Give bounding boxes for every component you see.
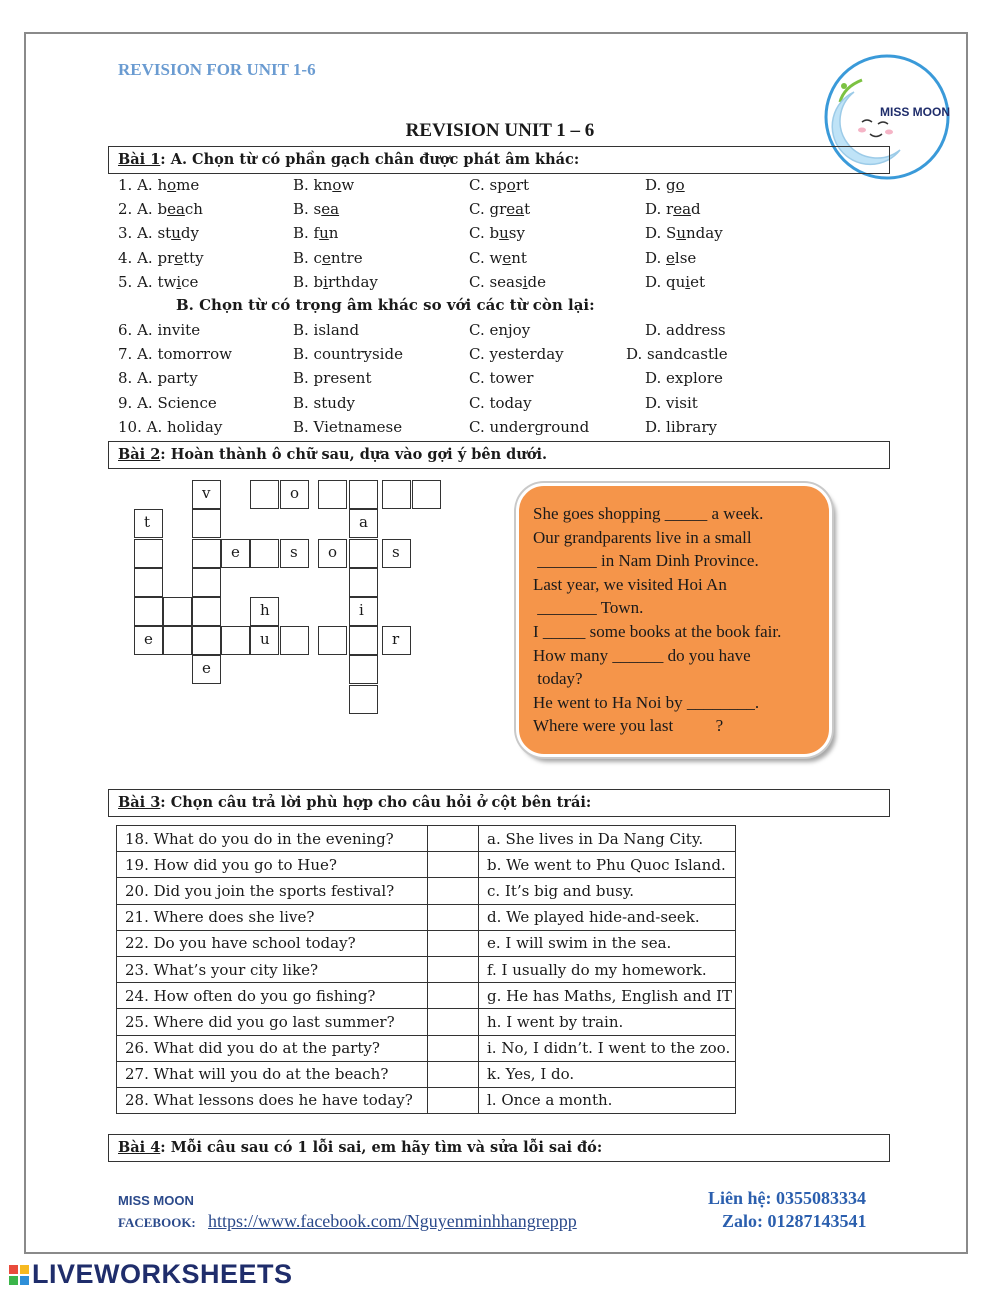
question-cell: 28. What lessons does he have today? — [117, 1087, 428, 1113]
crossword-cell[interactable] — [349, 655, 378, 684]
question-cell: 21. Where does she live? — [117, 904, 428, 930]
option-text: D. qu — [645, 272, 686, 291]
question-cell: 23. What’s your city like? — [117, 956, 428, 982]
answer-blank-cell[interactable] — [428, 930, 479, 956]
section1-partB-title: B. Chọn từ có trọng âm khác so với các từ còn lại: — [176, 296, 595, 314]
option-b: B. study — [293, 393, 356, 412]
option-text: C. w — [469, 248, 503, 267]
answer-blank-cell[interactable] — [428, 1087, 479, 1113]
hint-line: _______ Town. — [533, 598, 644, 618]
option-text: nday — [685, 224, 723, 243]
section2-title: : Hoàn thành ô chữ sau, dựa vào gợi ý bên dưới. — [160, 446, 548, 463]
section3-label: Bài 3 — [118, 794, 161, 811]
crossword-cell[interactable] — [318, 480, 347, 509]
answer-option-cell: l. Once a month. — [479, 1087, 736, 1113]
option-text: dy — [180, 224, 199, 243]
answer-option-cell: h. I went by train. — [479, 1009, 736, 1035]
crossword-cell[interactable]: h — [250, 597, 279, 626]
matching-table — [116, 825, 736, 1114]
hint-line: Last year, we visited Hoi An — [533, 574, 727, 594]
underlined-part: e — [666, 248, 675, 267]
underlined-part: e — [321, 248, 331, 267]
option-d: D. address — [645, 321, 726, 339]
option-b — [293, 176, 354, 194]
question-cell: 24. How often do you go fishing? — [117, 983, 428, 1009]
hint-line: Our grandparents live in a small — [533, 527, 752, 547]
answer-blank-cell[interactable] — [428, 1009, 479, 1035]
option-b — [293, 249, 363, 267]
hint-line: _______ in Nam Dinh Province. — [533, 551, 759, 571]
answer-blank-cell[interactable] — [428, 1061, 479, 1087]
question-cell: 22. Do you have school today? — [117, 930, 428, 956]
section2-header — [108, 441, 890, 469]
question-cell: 25. Where did you go last summer? — [117, 1009, 428, 1035]
option-a: 6. A. invite — [118, 321, 201, 339]
underlined-part: i — [522, 272, 528, 291]
crossword-cell[interactable]: e — [192, 655, 221, 684]
option-a: 9. A. Science — [118, 393, 217, 412]
option-c — [469, 249, 527, 267]
page-title: REVISION UNIT 1 – 6 — [405, 120, 595, 141]
section1-label: Bài 1 — [118, 151, 161, 168]
crossword-cell[interactable] — [192, 597, 221, 626]
crossword-cell[interactable] — [192, 626, 221, 655]
answer-option-cell: k. Yes, I do. — [479, 1061, 736, 1087]
answer-option-cell: i. No, I didn’t. I went to the zoo. — [479, 1035, 736, 1061]
option-d — [645, 249, 696, 267]
question-cell: 26. What did you do at the party? — [117, 1035, 428, 1061]
option-text: C. gr — [469, 200, 507, 219]
option-c: C. yesterday — [469, 345, 564, 364]
option-text: ntre — [330, 248, 363, 267]
crossword-cell[interactable]: i — [349, 597, 378, 626]
section3-header — [108, 789, 890, 817]
option-text: B. kn — [293, 176, 333, 194]
crossword-cell[interactable] — [163, 597, 192, 626]
table-row — [117, 1061, 736, 1087]
underlined-part: u — [171, 224, 181, 243]
crossword-cell[interactable]: o — [318, 539, 347, 568]
option-c: C. underground — [469, 417, 590, 436]
underlined-part: o — [506, 176, 516, 194]
option-text: D. S — [645, 224, 677, 243]
option-a: 7. A. tomorrow — [118, 345, 232, 364]
footer-author: MISS MOON — [118, 1193, 194, 1208]
table-row — [117, 956, 736, 982]
crossword-cell[interactable] — [349, 685, 378, 714]
table-row — [117, 878, 736, 904]
option-text: 2. A. b — [118, 200, 168, 219]
option-c — [469, 200, 530, 218]
table-row — [117, 904, 736, 930]
underlined-part: ea — [167, 200, 185, 219]
crossword-cell[interactable] — [134, 539, 163, 568]
option-c: C. today — [469, 393, 532, 412]
section4-label: Bài 4 — [118, 1139, 161, 1156]
section4-title: : Mỗi câu sau có 1 lỗi sai, em hãy tìm và sửa lỗi sai đó: — [160, 1139, 603, 1156]
crossword-cell[interactable] — [192, 568, 221, 597]
option-b — [293, 273, 378, 291]
option-a — [118, 176, 199, 194]
option-text: 3. A. st — [118, 224, 172, 243]
question-cell: 27. What will you do at the beach? — [117, 1061, 428, 1087]
option-b: B. countryside — [293, 345, 403, 364]
option-b — [293, 224, 338, 242]
liveworksheets-brand[interactable] — [8, 1259, 293, 1290]
underlined-part: ea — [506, 200, 525, 219]
answer-option-cell: d. We played hide-and-seek. — [479, 904, 736, 930]
table-row — [117, 983, 736, 1009]
underlined-part: ea — [321, 200, 340, 219]
option-text: 4. A. pr — [118, 248, 175, 267]
table-row — [117, 852, 736, 878]
answer-blank-cell[interactable] — [428, 852, 479, 878]
hint-line: How many ______ do you have — [533, 645, 751, 665]
underlined-part: i — [685, 272, 691, 291]
footer-zalo: Zalo: 01287143541 — [722, 1211, 867, 1231]
option-text: rt — [515, 176, 530, 194]
option-text: B. b — [293, 272, 324, 291]
option-a — [118, 200, 203, 218]
hint-line: I _____ some books at the book fair. — [533, 621, 782, 641]
option-text: et — [690, 272, 706, 291]
answer-option-cell: g. He has Maths, English and IT — [479, 983, 736, 1009]
underlined-part: o — [675, 176, 685, 194]
answer-option-cell: f. I usually do my homework. — [479, 956, 736, 982]
option-a: 8. A. party — [118, 369, 198, 388]
option-a — [118, 249, 204, 267]
option-d — [645, 273, 705, 291]
option-text: C. b — [469, 224, 500, 243]
hint-line: Where were you last ? — [533, 716, 724, 736]
table-row — [117, 930, 736, 956]
crossword-cell[interactable]: o — [280, 480, 309, 509]
underlined-part: o — [332, 176, 342, 194]
answer-blank-cell[interactable] — [428, 826, 479, 852]
answer-blank-cell[interactable] — [428, 904, 479, 930]
underlined-part: u — [499, 224, 509, 243]
option-c: C. tower — [469, 369, 534, 388]
option-text: C. sp — [469, 176, 507, 194]
underlined-part: u — [676, 224, 686, 243]
option-text: t — [524, 200, 531, 219]
underlined-part: o — [167, 176, 177, 194]
option-text: me — [176, 176, 200, 194]
underlined-part: i — [323, 272, 328, 291]
option-d: D. library — [645, 417, 717, 436]
option-text: sy — [508, 224, 525, 243]
header-title: REVISION FOR UNIT 1-6 — [118, 60, 316, 79]
option-c — [469, 224, 525, 242]
underlined-part: i — [176, 272, 182, 291]
option-text: D. r — [645, 200, 674, 219]
option-text: B. c — [293, 248, 322, 267]
answer-option-cell: b. We went to Phu Quoc Island. — [479, 852, 736, 878]
option-d — [645, 176, 685, 194]
section3-title: : Chọn câu trả lời phù hợp cho câu hỏi ở cột bên trái: — [160, 794, 592, 811]
crossword-cell[interactable]: s — [280, 539, 309, 568]
option-text: B. f — [293, 224, 320, 243]
option-a — [118, 224, 199, 242]
footer-facebook-label: FACEBOOK: — [118, 1215, 196, 1230]
option-d — [645, 224, 723, 242]
crossword-cell[interactable] — [382, 480, 411, 509]
section4-header — [108, 1134, 890, 1162]
section1-header — [108, 146, 890, 174]
option-text: tty — [183, 248, 204, 267]
crossword-cell[interactable]: r — [382, 626, 411, 655]
crossword-cell[interactable] — [349, 539, 378, 568]
crossword-cell[interactable] — [192, 539, 221, 568]
option-text: lse — [674, 248, 697, 267]
option-d: D. sandcastle — [626, 345, 728, 364]
option-text: D. — [645, 248, 667, 267]
liveworksheets-text: LIVEWORKSHEETS — [32, 1259, 293, 1289]
facebook-link[interactable]: https://www.facebook.com/Nguyenminhhangreppp — [208, 1211, 577, 1231]
option-text: d — [691, 200, 701, 219]
answer-option-cell: a. She lives in Da Nang City. — [479, 826, 736, 852]
crossword-cell[interactable] — [192, 509, 221, 538]
crossword-cell[interactable] — [250, 480, 279, 509]
crossword-cell[interactable]: u — [250, 626, 279, 655]
answer-blank-cell[interactable] — [428, 983, 479, 1009]
option-text: C. seas — [469, 272, 523, 291]
option-text: 5. A. tw — [118, 272, 177, 291]
option-d: D. visit — [645, 393, 698, 412]
option-text: rthday — [327, 272, 378, 291]
hint-line: He went to Ha Noi by ________. — [533, 692, 760, 712]
crossword-cell[interactable] — [221, 626, 250, 655]
option-a — [118, 273, 198, 291]
hint-line: today? — [533, 669, 583, 689]
section1-title: : A. Chọn từ có phần gạch chân được phát âm khác: — [160, 151, 580, 168]
crossword-cell[interactable]: s — [382, 539, 411, 568]
option-b — [293, 200, 339, 218]
table-row — [117, 1087, 736, 1113]
table-row — [117, 1035, 736, 1061]
footer-contact: Liên hệ: 0355083334 — [708, 1188, 867, 1208]
crossword-cell[interactable] — [349, 626, 378, 655]
underlined-part: e — [174, 248, 184, 267]
answer-option-cell: e. I will swim in the sea. — [479, 930, 736, 956]
option-c — [469, 176, 529, 194]
option-b: B. Vietnamese — [293, 417, 403, 436]
crossword-cell[interactable] — [280, 626, 309, 655]
hint-line: She goes shopping _____ a week. — [533, 504, 764, 523]
option-text: D. g — [645, 176, 676, 194]
crossword-cell[interactable] — [134, 597, 163, 626]
crossword-cell[interactable]: t — [134, 509, 163, 538]
crossword-cell[interactable]: e — [134, 626, 163, 655]
table-row — [117, 826, 736, 852]
crossword-cell[interactable] — [349, 480, 378, 509]
option-d — [645, 200, 701, 218]
option-a: 10. A. holiday — [118, 417, 223, 436]
option-text: ch — [184, 200, 203, 219]
option-c — [469, 273, 546, 291]
crossword-cell[interactable] — [134, 568, 163, 597]
option-text: ce — [181, 272, 199, 291]
section2-label: Bài 2 — [118, 446, 161, 463]
crossword-cell[interactable]: e — [221, 539, 250, 568]
answer-blank-cell[interactable] — [428, 878, 479, 904]
crossword-cell[interactable] — [412, 480, 441, 509]
answer-blank-cell[interactable] — [428, 956, 479, 982]
crossword-hints-box — [516, 483, 832, 757]
crossword-cell[interactable] — [349, 568, 378, 597]
option-text: n — [328, 224, 339, 243]
option-b: B. island — [293, 321, 360, 339]
option-text: B. s — [293, 200, 322, 219]
crossword-cell[interactable]: v — [192, 480, 221, 509]
option-text: 1. A. h — [118, 176, 168, 194]
option-d: D. explore — [645, 369, 723, 388]
table-row — [117, 1009, 736, 1035]
underlined-part: ea — [673, 200, 692, 219]
liveworksheets-icon — [8, 1263, 30, 1287]
crossword-cell[interactable]: a — [349, 509, 378, 538]
option-text: de — [527, 272, 546, 291]
answer-option-cell: c. It’s big and busy. — [479, 878, 736, 904]
crossword-cell[interactable] — [318, 626, 347, 655]
underlined-part: e — [502, 248, 512, 267]
option-b: B. present — [293, 369, 372, 388]
question-cell: 19. How did you go to Hue? — [117, 852, 428, 878]
option-text: nt — [511, 248, 527, 267]
option-c: C. enjoy — [469, 321, 531, 339]
crossword-cell[interactable] — [250, 539, 279, 568]
question-cell: 18. What do you do in the evening? — [117, 826, 428, 852]
answer-blank-cell[interactable] — [428, 1035, 479, 1061]
crossword-cell[interactable] — [163, 626, 192, 655]
option-text: w — [341, 176, 355, 194]
question-cell: 20. Did you join the sports festival? — [117, 878, 428, 904]
logo-text: MISS MOON — [880, 105, 951, 119]
underlined-part: u — [319, 224, 329, 243]
